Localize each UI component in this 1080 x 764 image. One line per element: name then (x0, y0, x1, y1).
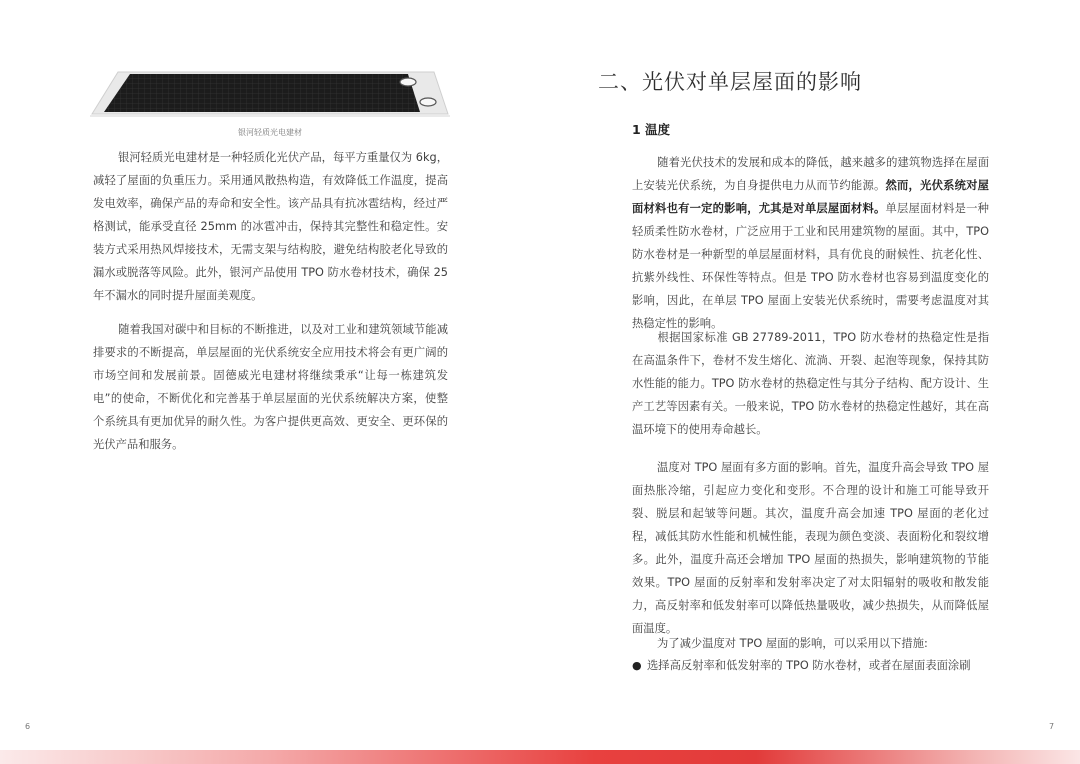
bullet-icon: ● (632, 659, 642, 672)
right-paragraph-2 (632, 326, 989, 441)
subsection-title: 1 温度 (632, 122, 671, 137)
page-number-right: 7 (1049, 722, 1055, 731)
bullet-item-text: 选择高反射率和低发射率的 TPO 防水卷材，或者在屋面表面涂刷 (647, 659, 971, 672)
left-paragraph-1-text: 银河轻质光电建材是一种轻质化光伏产品，每平方重量仅为 6kg，减轻了屋面的负重压力。采用通风散热构造，有效降低工作温度，提高发电效率，确保产品的寿命和安全性。该产品具有抗冰雹结构，经过严格测试，能承受直径 25mm 的冰雹冲击，保持其完整性和稳定性。安装方式采用热风焊接技术，无需支架与结构胶，避免结构胶老化导致的漏水或脱落等风险。此外，银河产品使用 TPO 防水卷材技术，确保 25 年不漏水的同时提升屋面美观度。 (93, 151, 448, 302)
right-page (540, 0, 1080, 764)
page-number-left: 6 (25, 722, 31, 731)
right-paragraph-1-text-a: 随着光伏技术的发展和成本的降低，越来越多的建筑物选择在屋面上安装光伏系统，为自身提供电力从而节约能源。 (632, 156, 989, 192)
footer-accent-bar (0, 750, 1080, 764)
section-title: 二、光伏对单层屋面的影响 (598, 70, 862, 94)
right-paragraph-3 (632, 456, 989, 640)
solar-panel-image (90, 68, 450, 120)
right-paragraph-1-bold: 然而，光伏系统对屋面材料也有一定的影响，尤其是对单层屋面材料。 (632, 179, 989, 215)
right-paragraph-1-text-b: 单层屋面材料是一种轻质柔性防水卷材，广泛应用于工业和民用建筑物的屋面。其中，TPO 防水卷材是一种新型的单层屋面材料，具有优良的耐候性、抗老化性、抗紫外线性、环保性等特点。但是 TPO 防水卷材也容易到温度变化的影响，因此，在单层 TPO 屋面上安装光伏系统时，需要考虑温度对其热稳定性的影响。 (632, 202, 989, 330)
left-paragraph-2 (93, 318, 448, 456)
right-paragraph-4-text: 为了减少温度对 TPO 屋面的影响，可以采用以下措施: (657, 637, 928, 650)
bullet-item (632, 654, 989, 677)
left-paragraph-1 (93, 146, 448, 307)
right-paragraph-2-text: 根据国家标准 GB 27789-2011，TPO 防水卷材的热稳定性是指在高温条件下，卷材不发生熔化、流淌、开裂、起泡等现象，保持其防水性能的能力。TPO 防水卷材的热稳定性与其分子结构、配方设计、生产工艺等因素有关。一般来说，TPO 防水卷材的热稳定性越好，其在高温环境下的使用寿命越长。 (632, 331, 989, 436)
right-paragraph-3-text: 温度对 TPO 屋面有多方面的影响。首先，温度升高会导致 TPO 屋面热胀冷缩，引起应力变化和变形。不合理的设计和施工可能导致开裂、脱层和起皱等问题。其次，温度升高会加速 TPO 屋面的老化过程，减低其防水性能和机械性能，表现为颜色变淡、表面粉化和裂纹增多。此外，温度升高还会增加 TPO 屋面的热损失，影响建筑物的节能效果。TPO 屋面的反射率和发射率决定了对太阳辐射的吸收和散发能力，高反射率和低发射率可以降低热量吸收，减少热损失，从而降低屋面温度。 (632, 461, 989, 635)
right-paragraph-4 (632, 632, 989, 655)
image-caption: 银河轻质光电建材 (238, 128, 302, 137)
left-paragraph-2-text: 随着我国对碳中和目标的不断推进，以及对工业和建筑领域节能减排要求的不断提高，单层屋面的光伏系统安全应用技术将会有更广阔的市场空间和发展前景。固德威光电建材将继续秉承“让每一栋建筑发电”的使命，不断优化和完善基于单层屋面的光伏系统解决方案，使整个系统具有更加优异的耐久性。为客户提供更高效、更安全、更环保的光伏产品和服务。 (93, 323, 448, 451)
right-paragraph-1 (632, 151, 989, 335)
